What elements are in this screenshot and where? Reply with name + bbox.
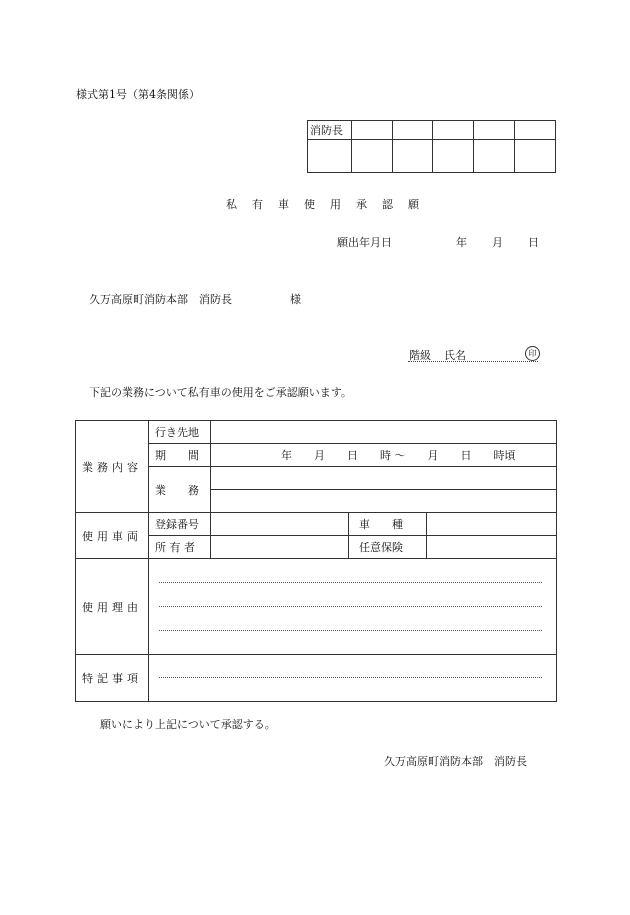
owner-field[interactable] — [211, 536, 349, 559]
date-year: 年 — [456, 236, 467, 249]
name-line — [408, 361, 538, 362]
stamp-cell — [392, 121, 433, 140]
intro-text: 下記の業務について私有車の使用をご承認願います。 — [89, 386, 352, 399]
addressee-honorific: 様 — [290, 293, 301, 306]
insurance-label: 任意保険 — [349, 536, 427, 559]
vehicle-type-field[interactable] — [427, 513, 557, 536]
stamp-cell — [433, 121, 474, 140]
application-table — [75, 420, 557, 702]
addressee: 久万高原町消防本部 消防長 — [89, 293, 232, 306]
stamp-cell — [351, 140, 392, 173]
period-field[interactable]: 年 月 日 時 ～ 月 日 時頃 — [211, 444, 557, 467]
destination-field[interactable] — [211, 421, 557, 444]
insurance-field[interactable] — [427, 536, 557, 559]
seal-mark — [525, 346, 540, 361]
stamp-cell — [515, 121, 556, 140]
stamp-cell — [308, 140, 352, 173]
stamp-cell — [474, 140, 515, 173]
stamp-label: 消防長 — [308, 121, 352, 140]
date-day: 日 — [528, 236, 539, 249]
notes-section-label: 特記事項 — [76, 655, 149, 702]
stamp-cell — [515, 140, 556, 173]
dotted-line — [159, 582, 542, 583]
stamp-cell — [392, 140, 433, 173]
registration-label: 登録番号 — [149, 513, 211, 536]
date-month: 月 — [492, 236, 503, 249]
dotted-line — [159, 606, 542, 607]
reason-field[interactable] — [149, 559, 557, 655]
rank-label: 階級 — [409, 349, 431, 362]
business-section-label: 業務内容 — [76, 421, 149, 513]
name-label: 氏名 — [444, 349, 466, 362]
approval-text: 願いにより上記について承認する。 — [100, 718, 276, 731]
form-title: 私 有 車 使 用 承 認 願 — [226, 198, 421, 211]
approver: 久万高原町消防本部 消防長 — [384, 755, 527, 768]
registration-field[interactable] — [211, 513, 349, 536]
duty-field-line2[interactable] — [211, 490, 557, 513]
notes-field[interactable] — [149, 655, 557, 702]
destination-label: 行き先地 — [149, 421, 211, 444]
dotted-line — [159, 630, 542, 631]
stamp-cell — [433, 140, 474, 173]
period-label: 期 間 — [149, 444, 211, 467]
form-number: 様式第1号（第4条関係） — [76, 88, 200, 101]
vehicle-type-label: 車 種 — [349, 513, 427, 536]
owner-label: 所 有 者 — [149, 536, 211, 559]
approval-stamp-table — [307, 120, 556, 173]
stamp-cell — [474, 121, 515, 140]
duty-field-line1[interactable] — [211, 467, 557, 490]
reason-section-label: 使用理由 — [76, 559, 149, 655]
duty-label: 業 務 — [149, 467, 211, 513]
stamp-cell — [351, 121, 392, 140]
seal-icon: 印 — [525, 346, 540, 361]
dotted-line — [159, 677, 542, 678]
application-date-label: 願出年月日 — [337, 236, 392, 249]
vehicle-section-label: 使用車両 — [76, 513, 149, 559]
